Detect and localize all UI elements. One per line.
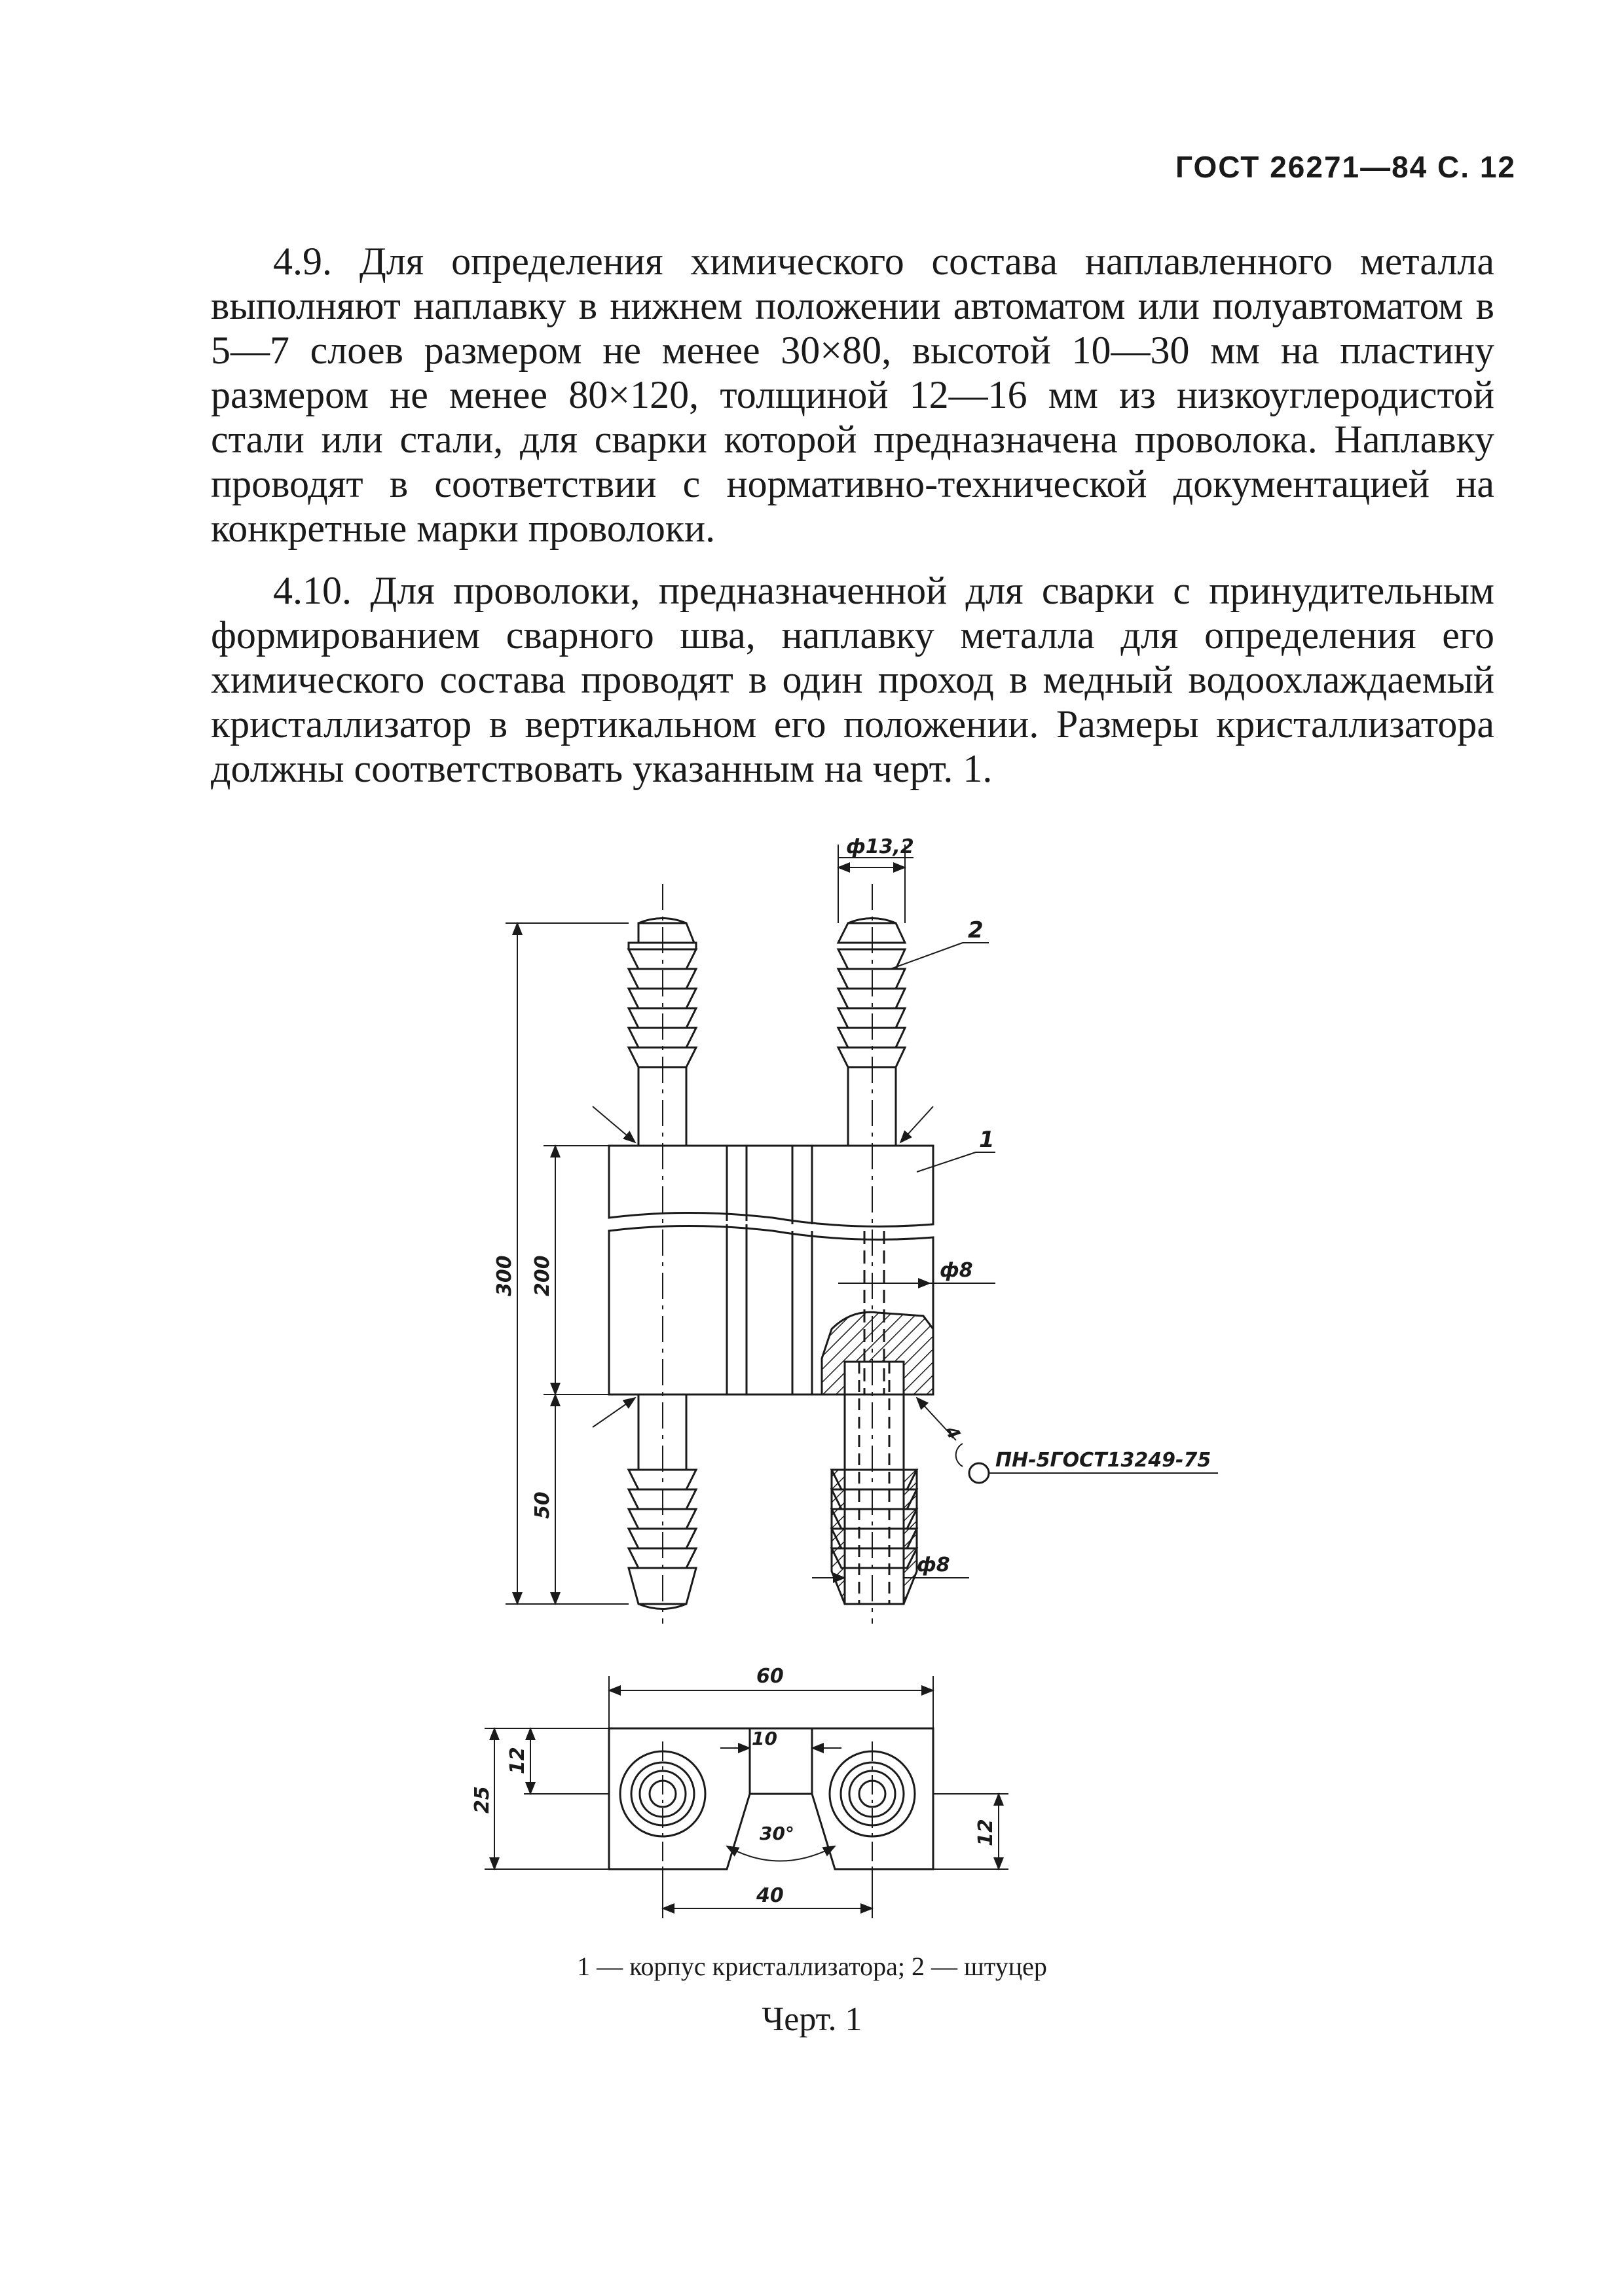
dim-body-height: 200	[531, 1255, 554, 1296]
dim-fitting-length: 50	[531, 1491, 554, 1519]
dim-height: 25	[471, 1786, 494, 1813]
right-fitting-bottom	[832, 1362, 917, 1604]
dim-bore-top: ф8	[940, 1259, 973, 1282]
figure-label: Черт. 1	[762, 2001, 862, 2038]
paragraph-4-10: 4.10. Для проволоки, предназначенной для сварки с принудительным формированием сварного шва, наплавку металла для определения его химического состава проводят в один проход в медный водоохлаждаемый кристаллизатор в вертикальном его положении. Размеры кристаллизатора должны соответствовать указанным на черт. 1.	[211, 569, 1494, 790]
dim-fitting-diameter: ф13,2	[846, 835, 914, 858]
dim-spacing: 40	[756, 1884, 784, 1907]
dim-total-height: 300	[493, 1255, 516, 1296]
dim-width: 60	[756, 1665, 784, 1688]
weld-symbol-label: ПН-5ГОСТ13249-75	[995, 1449, 1211, 1472]
bottom-view	[485, 1676, 1008, 1918]
dim-bore-bottom: ф8	[917, 1554, 950, 1576]
leader-label-body: 1	[979, 1127, 995, 1153]
dim-depth-side: 12	[974, 1819, 997, 1846]
dim-depth-top: 12	[506, 1747, 529, 1774]
dim-angle: 30°	[760, 1823, 794, 1844]
figure-caption: 1 — корпус кристаллизатора; 2 — штуцер	[577, 1952, 1047, 1981]
dim-slot: 10	[752, 1728, 777, 1749]
page-header: ГОСТ 26271—84 С. 12	[1175, 150, 1516, 184]
crystallizer-body	[609, 1146, 933, 1394]
dim-weld-size: 4	[940, 1423, 964, 1444]
leader-label-fitting: 2	[968, 917, 984, 943]
paragraph-4-9: 4.9. Для определения химического состава наплавленного металла выполняют наплавку в нижнем положении автоматом или полуавтоматом в 5—7 слоев размером не менее 30×80, высотой 10—30 мм на пластину размером не менее 80×120, толщиной 12—16 мм из низкоуглеродистой стали или стали, для сварки которой предназначена проволока. Наплавку проводят в соответствии с нормативно-технической документацией на конкретные марки проволоки.	[211, 240, 1494, 550]
